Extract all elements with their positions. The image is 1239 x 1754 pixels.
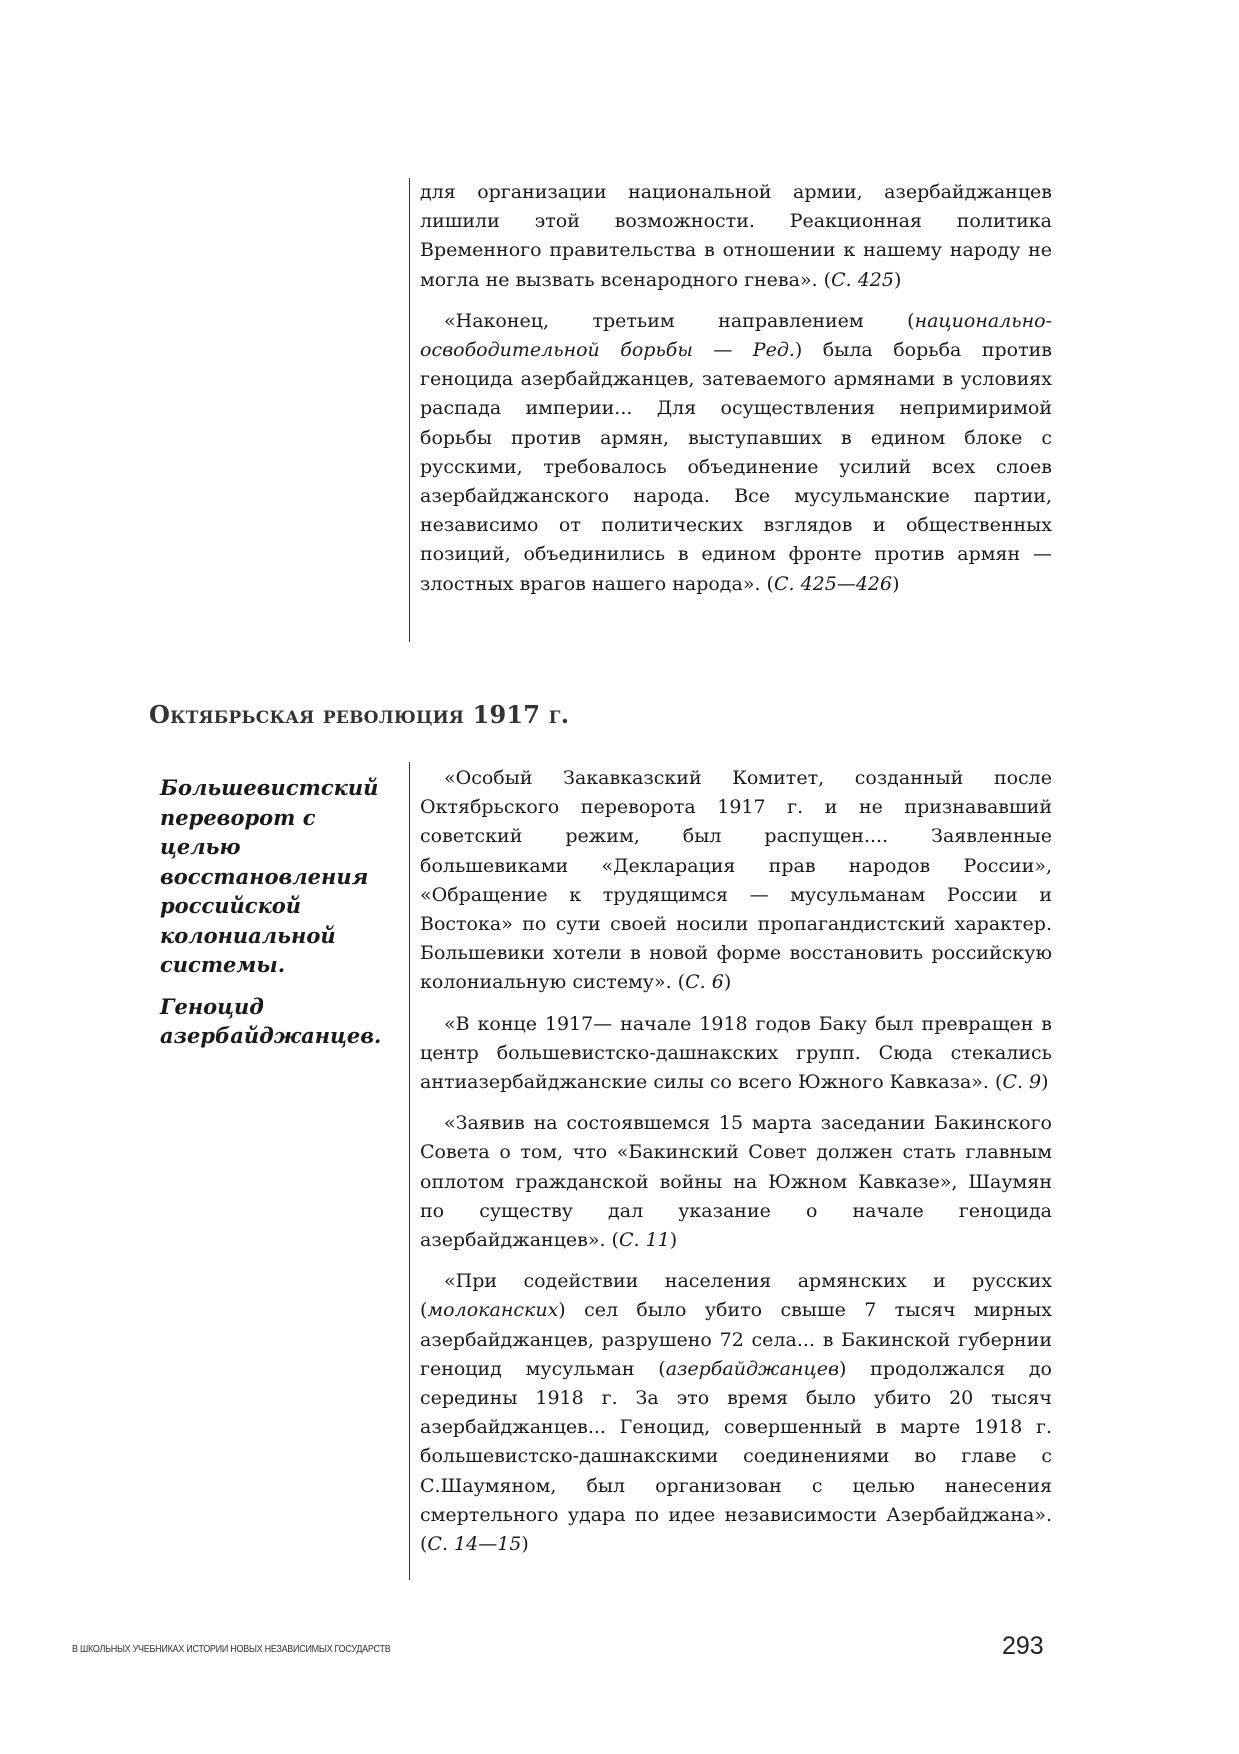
italic-segment: национально-освободительной борьбы — Ред.	[420, 309, 1052, 362]
italic-segment: азербайджанцев	[665, 1357, 840, 1380]
italic-segment: С. 9	[1002, 1071, 1042, 1094]
text-segment: «Заявив на состоявшемся 15 марта заседании Бакинского Совета о том, что «Бакинский Совет должен стать главным оплотом гражданской войны на Южном Кавказе», Шаумян по существу дал указание о начале геноцида азербайджанцев». (	[420, 1112, 1052, 1252]
italic-segment: молоканских	[427, 1299, 559, 1322]
text-segment: «Особый Закавказский Комитет, созданный после Октябрьского переворота 1917 г. и не признававший советский режим, был распущен.... Заявленные большевиками «Декларация прав народов России», «Обращение к трудящимся — мусульманам России и Востока» по сути своей носили пропагандистский характер. Большевики хотели в новой форме восстановить российскую колониальную систему». (	[420, 767, 1052, 994]
text-segment: )	[1041, 1071, 1049, 1094]
running-title: В ШКОЛЬНЫХ УЧЕБНИКАХ ИСТОРИИ НОВЫХ НЕЗАВИСИМЫХ ГОСУДАРСТВ	[72, 1644, 391, 1655]
text-segment: ) сел было убито свыше 7 тысяч мирных азербайджанцев, разрушено 72 села... в Бакинской губернии геноцид мусульман (	[420, 1299, 1052, 1380]
section-heading: Октябрьская революция 1917 г.	[149, 700, 570, 729]
text-segment: )	[893, 268, 902, 291]
sidebar-note: Большевистский переворот с целью восстановления российской колониальной системы.	[160, 775, 379, 977]
quote-paragraph	[420, 1109, 1052, 1255]
italic-segment: С. 425	[831, 268, 894, 291]
quote-paragraph	[420, 764, 1052, 998]
quote-divider-top	[409, 178, 410, 642]
italic-segment: С. 425—426	[773, 572, 893, 595]
text-segment: ) продолжался до середины 1918 г. За это время было убито 20 тысяч азербайджанцев... Геноцид, совершенный в марте 1918 г. большевистско-дашнакскими соединениями во главе с С.Шаумяном, был организован с целью нанесения смертельного удара по идее независимости Азербайджана». (	[420, 1357, 1052, 1556]
text-segment: ) была борьба против геноцида азербайджанцев, затеваемого армянами в условиях распада империи... Для осуществления непримиримой борьбы против армян, выступавших в едином блоке с русскими, требовалось объединение усилий всех слоев азербайджанского народа. Все мусульманские партии, независимо от политических взглядов и общественных позиций, объединились в едином фронте против армян — злостных врагов нашего народа». (	[420, 339, 1052, 595]
quote-divider-main	[409, 762, 410, 1580]
text-segment: «При содействии населения армянских и русских (	[420, 1270, 1052, 1322]
text-segment: )	[892, 572, 900, 595]
text-segment: )	[723, 971, 732, 994]
italic-segment: С. 14—15	[427, 1533, 522, 1556]
main-quote-column	[420, 764, 1052, 1571]
italic-segment: С. 11	[618, 1229, 670, 1252]
sidebar-notes	[160, 773, 400, 1063]
quote-paragraph	[420, 1010, 1052, 1098]
quote-paragraph	[420, 1267, 1052, 1559]
quote-paragraph	[420, 178, 1052, 295]
quote-paragraph	[420, 307, 1052, 599]
page-number: 293	[1002, 1632, 1044, 1660]
text-segment: «В конце 1917— начале 1918 годов Баку был превращен в центр большевистско-дашнакских групп. Сюда стекались антиазербайджанские силы со всего Южного Кавказа». (	[420, 1012, 1052, 1094]
italic-segment: С. 6	[685, 971, 724, 994]
text-segment: «Наконец, третьим направлением (	[444, 309, 915, 332]
text-segment: )	[521, 1533, 529, 1556]
sidebar-note: Геноцид азербайджанцев.	[160, 993, 382, 1048]
text-segment: для организации национальной армии, азербайджанцев лишили этой возможности. Реакционная политика Временного правительства в отношении к нашему народу не могла не вызвать всенародного гнева». (	[420, 181, 1052, 291]
text-segment: )	[669, 1229, 678, 1252]
top-quote-column	[420, 178, 1052, 611]
